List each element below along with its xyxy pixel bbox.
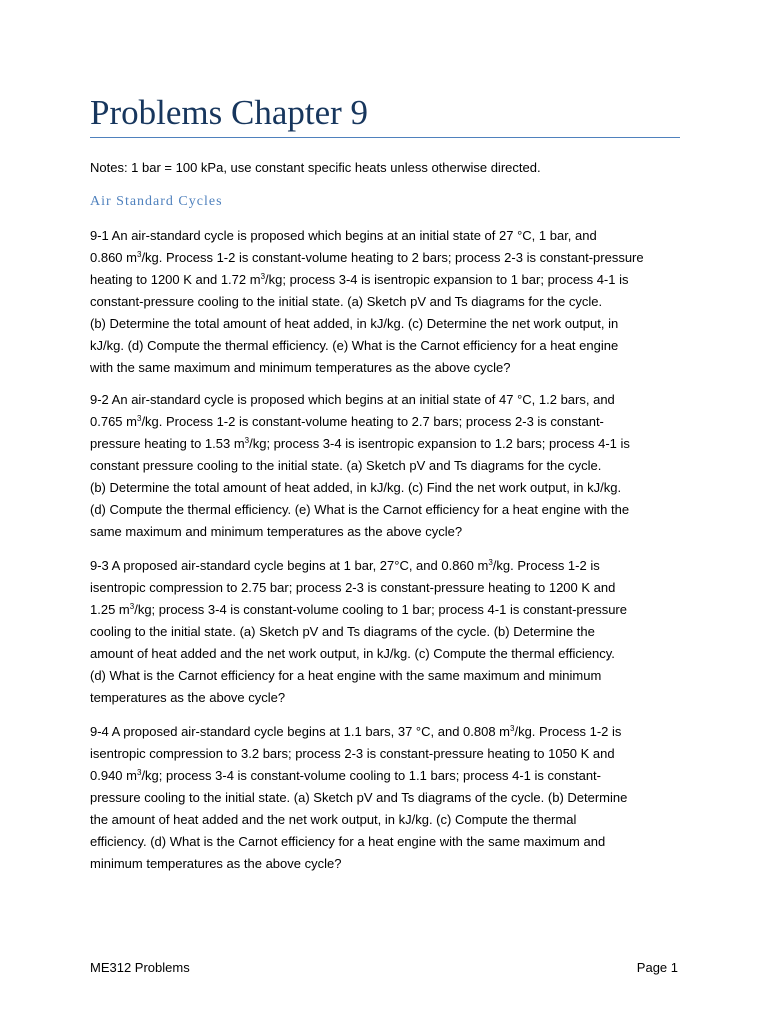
problem-text-line: [90, 577, 680, 599]
text-run: minimum temperatures as the above cycle?: [90, 856, 342, 871]
problem-9-1: [90, 225, 680, 379]
problem-text-line: [90, 269, 680, 291]
text-run: /kg; process 3-4 is constant-volume cooling to 1.1 bars; process 4-1 is constant-: [141, 768, 601, 783]
problem-text-line: [90, 291, 680, 313]
superscript: 3: [136, 414, 142, 423]
text-run: constant-pressure cooling to the initial state. (a) Sketch pV and Ts diagrams for the cycle.: [90, 294, 603, 309]
text-run: isentropic compression to 3.2 bars; process 2-3 is constant-pressure heating to 1050 K and: [90, 746, 615, 761]
problem-text-line: [90, 499, 680, 521]
text-run: the amount of heat added and the net work output, in kJ/kg. (c) Compute the thermal: [90, 812, 577, 827]
text-run: 0.940 m: [90, 768, 137, 783]
text-run: same maximum and minimum temperatures as the above cycle?: [90, 524, 463, 539]
problem-text-line: [90, 225, 680, 247]
text-run: (d) What is the Carnot efficiency for a heat engine with the same maximum and minimum: [90, 668, 602, 683]
problem-text-line: [90, 643, 680, 665]
problem-text-line: [90, 787, 680, 809]
text-run: pressure heating to 1.53 m: [90, 436, 245, 451]
text-run: temperatures as the above cycle?: [90, 690, 286, 705]
superscript: 3: [244, 436, 250, 445]
text-run: /kg. Process 1-2 is: [514, 724, 622, 739]
problem-text-line: [90, 765, 680, 787]
footer-course-label: ME312 Problems: [90, 960, 190, 975]
problem-text-line: [90, 599, 680, 621]
text-run: constant pressure cooling to the initial state. (a) Sketch pV and Ts diagrams for the cycle.: [90, 458, 602, 473]
problem-text-line: [90, 247, 680, 269]
problem-text-line: [90, 521, 680, 543]
text-run: /kg; process 3-4 is isentropic expansion to 1 bar; process 4-1 is: [265, 272, 629, 287]
text-run: /kg. Process 1-2 is constant-volume heating to 2.7 bars; process 2-3 is constant-: [141, 414, 604, 429]
problem-text-line: [90, 809, 680, 831]
problem-text-line: [90, 853, 680, 875]
text-run: amount of heat added and the net work output, in kJ/kg. (c) Compute the thermal efficiency.: [90, 646, 615, 661]
text-run: with the same maximum and minimum temperatures as the above cycle?: [90, 360, 511, 375]
problem-text-line: [90, 411, 680, 433]
title-underline: [90, 137, 680, 138]
problem-text-line: [90, 721, 680, 743]
notes-paragraph: Notes: 1 bar = 100 kPa, use constant specific heats unless otherwise directed.: [90, 160, 541, 175]
superscript: 3: [488, 558, 493, 567]
superscript: 3: [136, 250, 142, 259]
problem-text-line: [90, 687, 680, 709]
problem-text-line: [90, 335, 680, 357]
text-run: (d) Compute the thermal efficiency. (e) What is the Carnot efficiency for a heat engine with the: [90, 502, 630, 517]
problem-text-line: [90, 357, 680, 379]
problem-text-line: [90, 665, 680, 687]
section-heading: Air Standard Cycles: [90, 194, 223, 209]
problem-text-line: [90, 743, 680, 765]
page-title: Problems Chapter 9: [90, 93, 369, 132]
problem-text-line: [90, 455, 680, 477]
text-run: 0.860 m: [90, 250, 137, 265]
problem-9-4: [90, 721, 680, 875]
problem-text-line: [90, 831, 680, 853]
problem-text-line: [90, 621, 680, 643]
superscript: 3: [260, 272, 266, 281]
superscript: 3: [510, 724, 515, 733]
text-run: pressure cooling to the initial state. (a) Sketch pV and Ts diagrams of the cycle. (b) Determine: [90, 790, 628, 805]
problem-text-line: [90, 555, 680, 577]
text-run: /kg. Process 1-2 is constant-volume heating to 2 bars; process 2-3 is constant-pressure: [141, 250, 644, 265]
problem-9-3: [90, 555, 680, 709]
problem-text-line: [90, 313, 680, 335]
problem-text-line: [90, 433, 680, 455]
problem-text-line: [90, 389, 680, 411]
text-run: /kg; process 3-4 is isentropic expansion to 1.2 bars; process 4-1 is: [249, 436, 630, 451]
text-run: kJ/kg. (d) Compute the thermal efficiency. (e) What is the Carnot efficiency for a heat engine: [90, 338, 619, 353]
text-run: 9-2 An air-standard cycle is proposed which begins at an initial state of 47 °C, 1.2 bars, and: [90, 392, 615, 407]
text-run: cooling to the initial state. (a) Sketch pV and Ts diagrams of the cycle. (b) Determine the: [90, 624, 595, 639]
superscript: 3: [129, 602, 135, 611]
text-run: efficiency. (d) What is the Carnot efficiency for a heat engine with the same maximum and: [90, 834, 606, 849]
text-run: (b) Determine the total amount of heat added, in kJ/kg. (c) Find the net work output, in kJ/kg.: [90, 480, 622, 495]
text-run: 1.25 m: [90, 602, 130, 617]
text-run: 9-4 A proposed air-standard cycle begins at 1.1 bars, 37 °C, and 0.808 m: [90, 724, 511, 739]
text-run: (b) Determine the total amount of heat added, in kJ/kg. (c) Determine the net work output, in: [90, 316, 619, 331]
text-run: heating to 1200 K and 1.72 m: [90, 272, 261, 287]
text-run: isentropic compression to 2.75 bar; process 2-3 is constant-pressure heating to 1200 K and: [90, 580, 616, 595]
superscript: 3: [136, 768, 142, 777]
problem-text-line: [90, 477, 680, 499]
text-run: 0.765 m: [90, 414, 137, 429]
footer-page-number: Page 1: [636, 960, 678, 975]
text-run: /kg; process 3-4 is constant-volume cooling to 1 bar; process 4-1 is constant-pressure: [134, 602, 627, 617]
text-run: 9-1 An air-standard cycle is proposed which begins at an initial state of 27 °C, 1 bar, and: [90, 228, 597, 243]
problem-9-2: [90, 389, 680, 543]
text-run: 9-3 A proposed air-standard cycle begins at 1 bar, 27°C, and 0.860 m: [90, 558, 489, 573]
text-run: /kg. Process 1-2 is: [492, 558, 600, 573]
